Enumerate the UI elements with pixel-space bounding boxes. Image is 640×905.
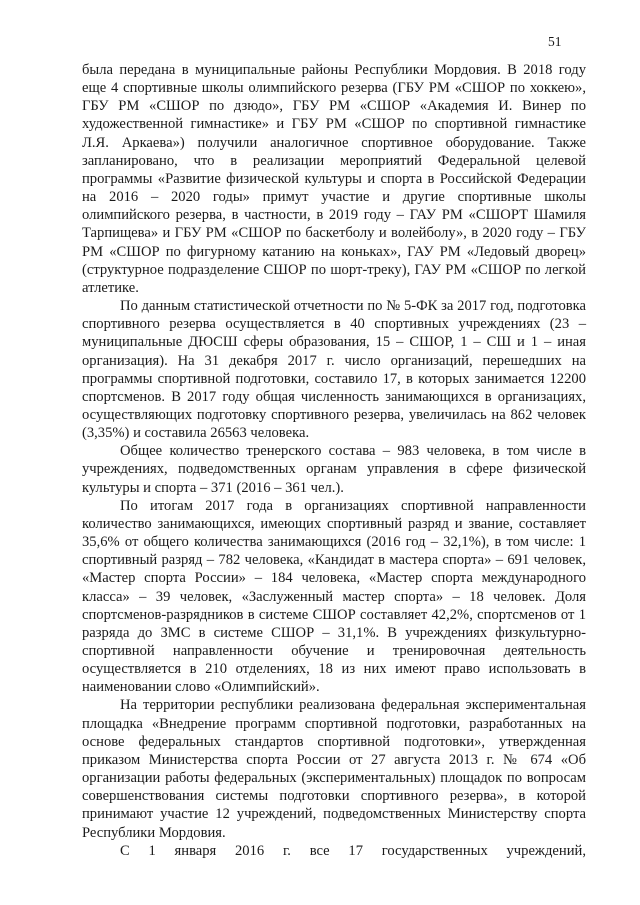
document-body [82, 61, 586, 860]
paragraph: Общее количество тренерского состава – 983 человека, в том числе в учреждениях, подведомственных органам управления в сфере физической культуры и спорта – 371 (2016 – 361 чел.). [82, 443, 586, 496]
page-number: 51 [548, 34, 562, 49]
paragraph: По итогам 2017 года в организациях спортивной направленности количество занимающихся, имеющих спортивный разряд и звание, составляет 35,6% от общего количества занимающихся (2016 год – 32,1%), в том числе: 1 спортивный разряд – 782 человека, «Кандидат в мастера спорта» – 691 человек, «Мастер спорта России» – 184 человека, «Мастер спорта международного класса» – 39 человек, «Заслуженный мастер спорта» – 18 человек. Доля спортсменов-разрядников в системе СШОР составляет 42,2%, спортсменов от 1 разряда до ЗМС в системе СШОР – 31,1%. В учреждениях физкультурно-спортивной направленности обучение и тренировочная деятельность осуществляется в 210 отделениях, 18 из них имеют право использовать в наименовании слово «Олимпийский». [82, 497, 586, 696]
paragraph: С 1 января 2016 г. все 17 государственных учреждений, [120, 842, 586, 859]
paragraph: По данным статистической отчетности по № 5-ФК за 2017 год, подготовка спортивного резерва осуществляется в 40 спортивных учреждениях (23 – муниципальные ДЮСШ сферы образования, 15 – СШОР, 1 – СШ и 1 – иная организация). На 31 декабря 2017 г. число организаций, перешедших на программы спортивной подготовки, составило 17, в которых занимается 12200 спортсменов. В 2017 году общая численность занимающихся в организациях, осуществляющих подготовку спортивного резерва, увеличилась на 862 человек (3,35%) и составила 26563 человека. [82, 298, 586, 442]
paragraph: На территории республики реализована федеральная экспериментальная площадка «Внедрение программ спортивной подготовки, разработанных на основе федеральных стандартов спортивной подготовки», утвержденная приказом Министерства спорта России от 27 августа 2013 г. № 674 «Об организации работы федеральных (экспериментальных) площадок по вопросам совершенствования системы подготовки спортивного резерва», в которой принимают участие 12 учреждений, подведомственных Министерству спорта Республики Мордовия. [82, 697, 586, 841]
paragraph: была передана в муниципальные районы Республики Мордовия. В 2018 году еще 4 спортивные школы олимпийского резерва (ГБУ РМ «СШОР по хоккею», ГБУ РМ «СШОР по дзюдо», ГБУ РМ «СШОР «Академия И. Винер по художественной гимнастике» и ГБУ РМ «СШОР по спортивной гимнастике Л.Я. Аркаева») получили аналогичное спортивное оборудование. Также запланировано, что в реализации мероприятий Федеральной целевой программы «Развитие физической культуры и спорта в Российской Федерации на 2016 – 2020 годы» примут участие и другие спортивные школы олимпийского резерва, в частности, в 2019 году – ГАУ РМ «СШОРТ Шамиля Тарпищева» и ГБУ РМ «СШОР по баскетболу и волейболу», в 2020 году – ГБУ РМ «СШОР по фигурному катанию на коньках», ГАУ РМ «Ледовый дворец» (структурное подразделение СШОР по шорт-треку), ГАУ РМ «СШОР по легкой атлетике. [82, 62, 586, 296]
